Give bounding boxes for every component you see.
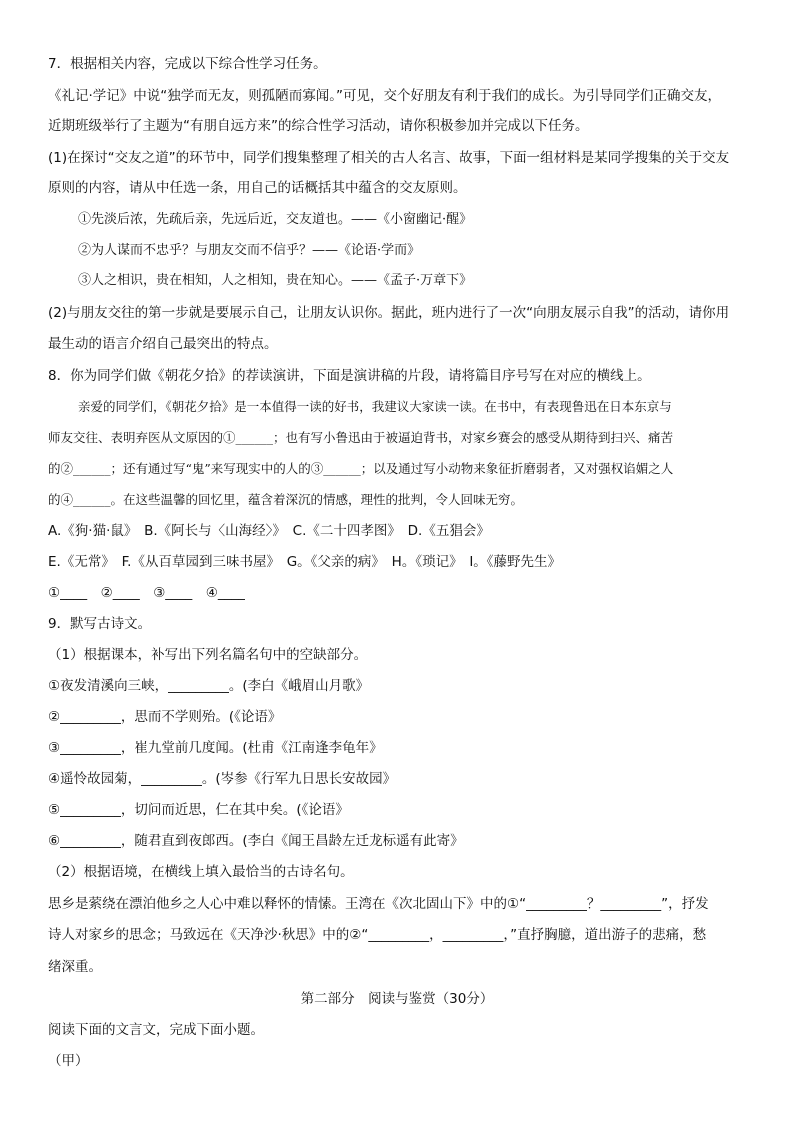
q7-quote-1: ①先淡后浓，先疏后亲，先远后近，交友道也。——《小窗幽记·醒》	[78, 212, 473, 227]
q9-part1-title: （1）根据课本，补写出下列名篇名句中的空缺部分。	[48, 647, 368, 663]
q7-task1-line1: (1)在探讨“交友之道”的环节中，同学们搜集整理了相关的古人名言、故事，下面一组材料是某同学搜集的关于交友	[48, 150, 730, 166]
q8-title: 8．你为同学们做《朝花夕拾》的荐读演讲，下面是演讲稿的片段，请将篇目序号写在对应的横线上。	[48, 368, 651, 384]
q7-title: 7．根据相关内容，完成以下综合性学习任务。	[48, 56, 327, 72]
q7-quote-3: ③人之相识，贵在相知，人之相知，贵在知心。——《孟子·万章下》	[78, 273, 473, 288]
q9-context-line3: 绪深重。	[48, 959, 102, 975]
q9-item-4: ④遥怜故园菊，_________。(岑参《行军九日思长安故园》	[48, 771, 397, 787]
q8-options-row1: A.《狗·猫·鼠》 B.《阿长与〈山海经〉》 C.《二十四孝图》 D.《五猖会》	[48, 523, 490, 539]
q9-context-line2: 诗人对家乡的思念；马致远在《天净沙·秋思》中的②“_________，_________，”直抒胸臆，道出游子的悲痛，愁	[48, 927, 707, 943]
q7-intro-line2: 近期班级举行了主题为“有朋自远方来”的综合性学习活动，请你积极参加并完成以下任务。	[48, 118, 589, 134]
q9-item-1: ①夜发清溪向三峡，_________。(李白《峨眉山月歌》	[48, 678, 370, 694]
q8-options-row2: E.《无常》 F.《从百草园到三味书屋》 G。《父亲的病》 H。《琐记》 I。《藤野先生》	[48, 554, 562, 570]
q7-task2-line1: (2)与朋友交往的第一步就是要展示自己，让朋友认识你。据此，班内进行了一次“向朋友展示自我”的活动，请你用	[48, 305, 730, 321]
q7-intro-line1: 《礼记·学记》中说“独学而无友，则孤陋而寡闻。”可见，交个好朋友有利于我们的成长。为引导同学们正确交友，	[48, 88, 722, 104]
section2-instruction: 阅读下面的文言文，完成下面小题。	[48, 1022, 264, 1038]
q7-task1-line2: 原则的内容，请从中任选一条，用自己的话概括其中蕴含的交友原则。	[48, 180, 467, 196]
q8-speech-line1: 亲爱的同学们，《朝花夕拾》是一本值得一读的好书，我建议大家读一读。在书中，有表现鲁迅在日本东京与	[78, 399, 672, 414]
q8-speech-line3: 的②______；还有通过写“鬼”来写现实中的人的③______；以及通过写小动物来象征折磨弱者，又对强权谄媚之人	[48, 461, 674, 476]
q9-item-5: ⑤_________，切问而近思，仁在其中矣。(《论语》	[48, 802, 349, 818]
q9-item-6: ⑥_________，随君直到夜郎西。(李白《闻王昌龄左迁龙标遥有此寄》	[48, 833, 464, 849]
q7-task2-line2: 最生动的语言介绍自己最突出的特点。	[48, 336, 278, 352]
q9-context-line1: 思乡是萦绕在漂泊他乡之人心中难以释怀的情愫。王湾在《次北固山下》中的①“_________？_________”，抒发	[48, 896, 709, 912]
q7-quote-2: ②为人谋而不忠乎？与朋友交而不信乎？——《论语·学而》	[78, 243, 421, 258]
section2-heading: 第二部分 阅读与鉴赏（30分）	[300, 991, 494, 1007]
section2-part-label: （甲）	[48, 1053, 89, 1069]
q9-part2-title: （2）根据语境，在横线上填入最恰当的古诗名句。	[48, 864, 354, 880]
q9-title: 9．默写古诗文。	[48, 616, 152, 632]
q8-speech-line2: 师友交往、表明弃医从文原因的①______；也有写小鲁迅由于被逼迫背书，对家乡赛会的感受从期待到扫兴、痛苦	[48, 430, 674, 445]
q8-speech-line4: 的④______。在这些温馨的回忆里，蕴含着深沉的情感，理性的批判，令人回味无穷。	[48, 492, 524, 507]
q9-item-2: ②_________，思而不学则殆。(《论语》	[48, 709, 282, 725]
q9-item-3: ③_________，崔九堂前几度闻。(杜甫《江南逢李龟年》	[48, 740, 383, 756]
q8-answer-blanks: ①____ ②____ ③____ ④____	[48, 585, 245, 601]
